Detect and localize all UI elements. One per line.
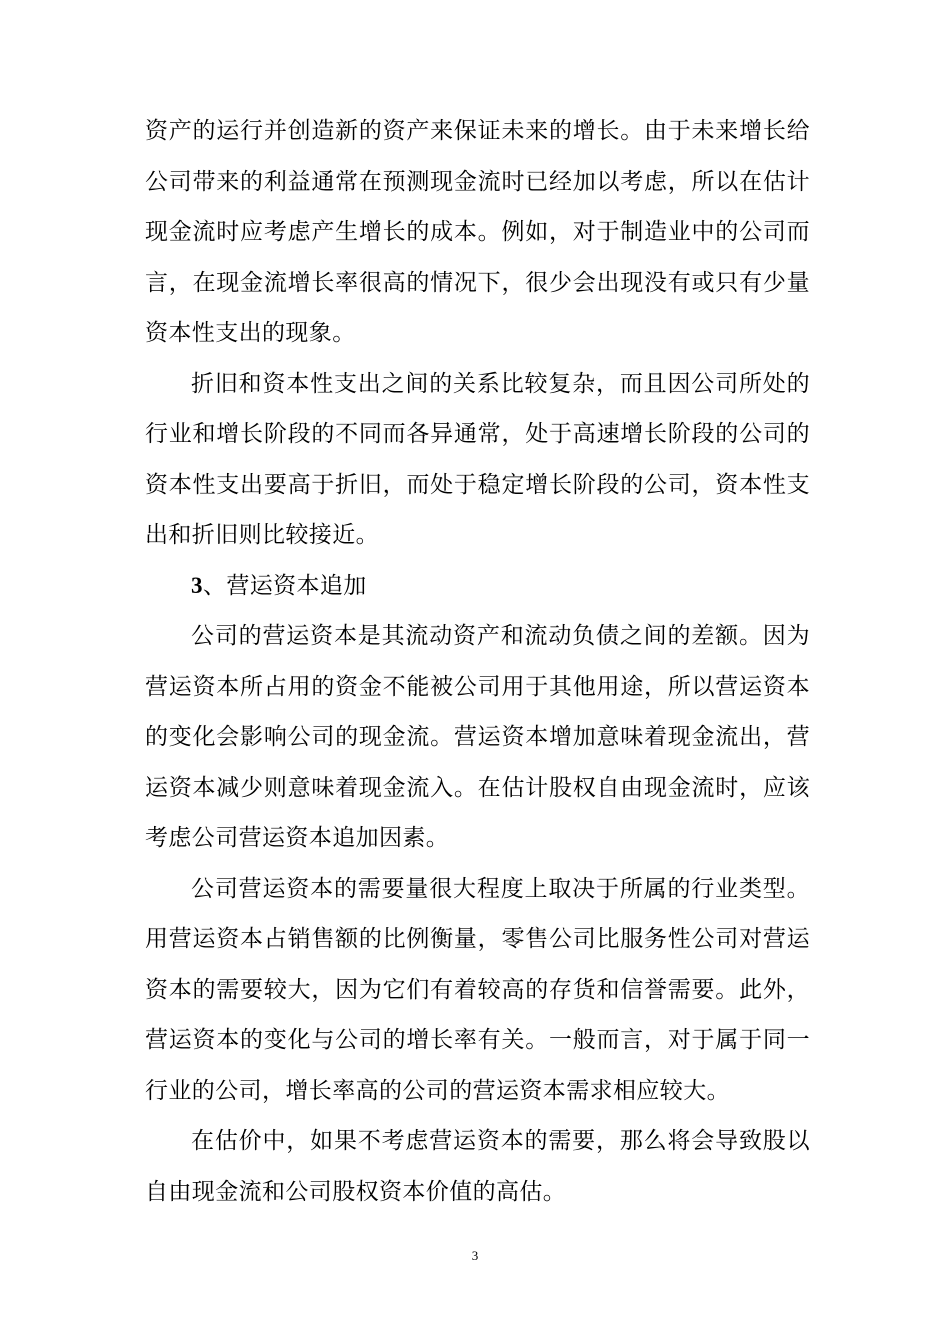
paragraph-continued: 资产的运行并创造新的资产来保证未来的增长。由于未来增长给公司带来的利益通常在预测现金流时已经加以考虑，所以在估计现金流时应考虑产生增长的成本。例如，对于制造业中的公司而言，在现金流增长率很高的情况下，很少会出现没有或只有少量资本性支出的现象。 xyxy=(145,118,810,346)
paragraph-valuation: 在估价中，如果不考虑营运资本的需要，那么将会导致股以自由现金流和公司股权资本价值的高估。 xyxy=(145,1128,810,1205)
section-heading xyxy=(145,561,810,612)
paragraph-working-capital-industry: 公司营运资本的需要量很大程度上取决于所属的行业类型。用营运资本占销售额的比例衡量，零售公司比服务性公司对营运资本的需要较大，因为它们有着较高的存货和信誉需要。此外，营运资本的变化与公司的增长率有关。一般而言，对于属于同一行业的公司，增长率高的公司的营运资本需求相应较大。 xyxy=(145,875,810,1104)
section-separator: 、 xyxy=(202,572,227,599)
section-number: 3 xyxy=(191,572,203,598)
section-title: 营运资本追加 xyxy=(226,572,367,599)
paragraph-depreciation: 折旧和资本性支出之间的关系比较复杂，而且因公司所处的行业和增长阶段的不同而各异通常，处于高速增长阶段的公司的资本性支出要高于折旧，而处于稳定增长阶段的公司，资本性支出和折旧则比较接近。 xyxy=(145,370,810,548)
paragraph-working-capital-definition: 公司的营运资本是其流动资产和流动负债之间的差额。因为营运资本所占用的资金不能被公司用于其他用途，所以营运资本的变化会影响公司的现金流。营运资本增加意味着现金流出，营运资本减少则意味着现金流入。在估计股权自由现金流时，应该考虑公司营运资本追加因素。 xyxy=(145,623,810,851)
page-body xyxy=(145,106,810,1217)
page-number: 3 xyxy=(471,1248,479,1263)
